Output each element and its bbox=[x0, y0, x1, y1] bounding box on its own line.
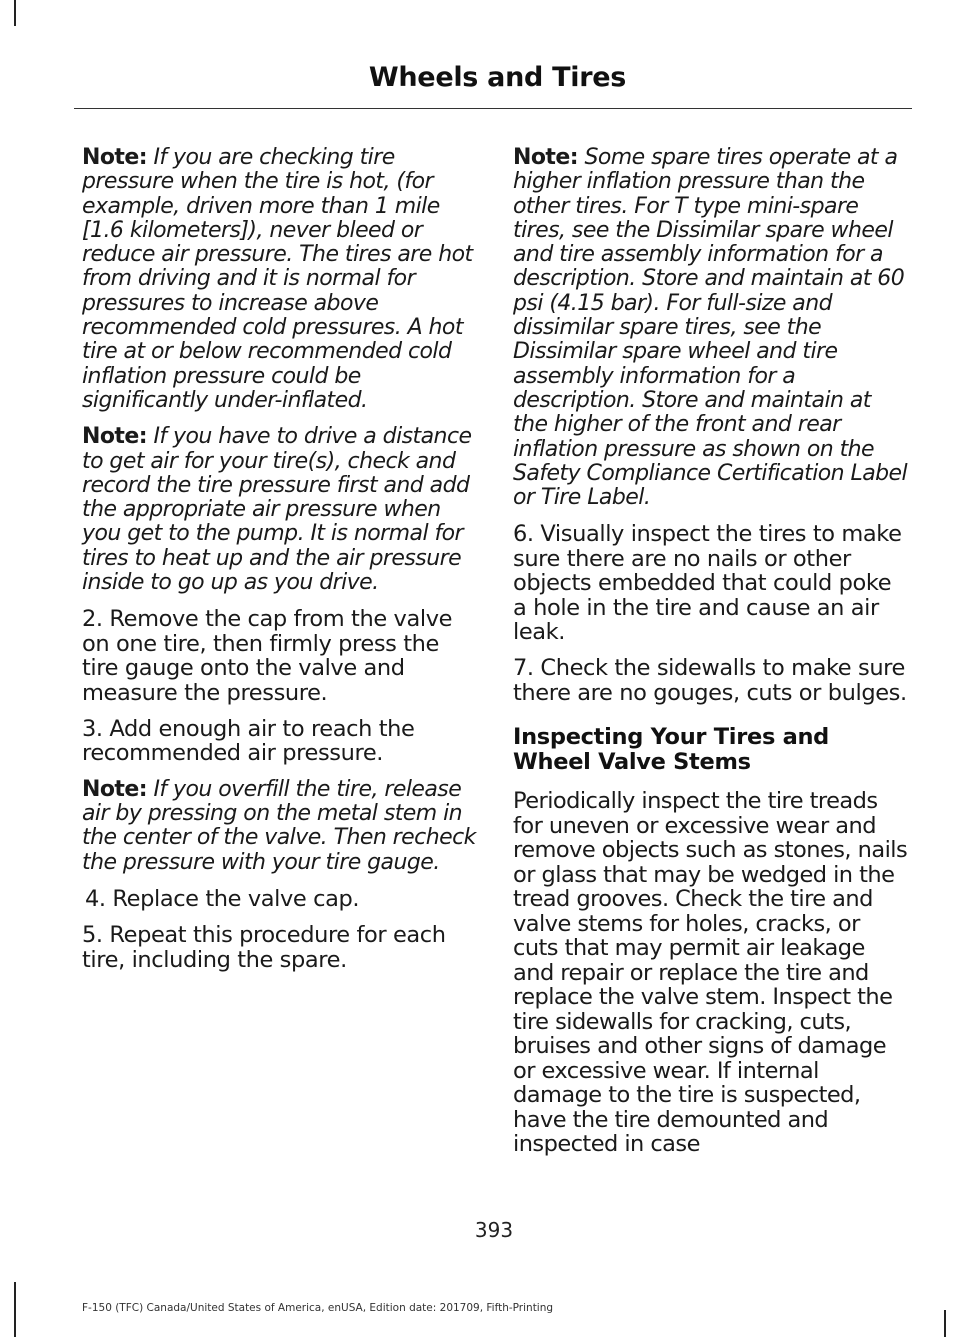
note-text: If you have to drive a distance to get air for your tire(s), check and record the tire pressure first and add the appropriate air pressure when you get to the pump. It is normal for tires to heat up and the air pressure inside to go up as you drive. bbox=[82, 424, 472, 596]
step-6: 6. Visually inspect the tires to make sure there are no nails or other objects embedded that could poke a hole in the tire and cause an air leak. bbox=[513, 521, 902, 646]
step-2: 2. Remove the cap from the valve on one tire, then firmly press the tire gauge onto the valve and measure the pressure. bbox=[82, 606, 453, 706]
crop-mark-bottom-left bbox=[14, 1282, 16, 1337]
left-column bbox=[82, 146, 478, 984]
note-paragraph bbox=[82, 778, 478, 875]
note-text: If you overfill the tire, release air by pressing on the metal stem in the center of the valve. Then recheck the pressure with your tire gauge. bbox=[82, 776, 476, 875]
note-text: If you are checking tire pressure when the tire is hot, (for example, driven more than 1 mile [1.6 kilometers]), never bleed or reduce air pressure. The tires are hot from driving and it is normal for pressures to increase above recommended cold pressures. A hot tire at or below recommended cold inflation pressure could be significantly under-inflated. bbox=[82, 145, 473, 413]
page-number: 393 bbox=[474, 1218, 514, 1242]
note-label: Note: bbox=[82, 145, 148, 170]
crop-mark-bottom-right bbox=[944, 1310, 946, 1337]
step-7: 7. Check the sidewalls to make sure there are no gouges, cuts or bulges. bbox=[513, 655, 907, 706]
crop-mark-top-left bbox=[14, 0, 16, 26]
note-paragraph bbox=[513, 146, 909, 510]
note-label: Note: bbox=[513, 145, 579, 170]
step-4: 4. Replace the valve cap. bbox=[85, 885, 360, 912]
section-title: Wheels and Tires bbox=[368, 62, 626, 93]
note-paragraph bbox=[82, 146, 478, 413]
note-label: Note: bbox=[82, 424, 148, 450]
note-paragraph bbox=[82, 425, 478, 595]
right-column bbox=[513, 146, 909, 1169]
step-5: 5. Repeat this procedure for each tire, including the spare. bbox=[82, 922, 446, 973]
step-3: 3. Add enough air to reach the recommended air pressure. bbox=[82, 715, 415, 767]
body-paragraph: Periodically inspect the tire treads for uneven or excessive wear and remove objects such as stones, nails or glass that may be wedged in the tread grooves. Check the tire and valve stems for holes, cracks, or cuts that may permit air leakage and repair or replace the tire and replace the valve stem. Inspect the tire sidewalls for cracking, cuts, bruises and other signs of damage or excessive wear. If internal damage to the tire is suspected, have the tire demounted and inspected in case bbox=[513, 788, 908, 1158]
page-header bbox=[74, 60, 912, 109]
footer-edition-info: F-150 (TFC) Canada/United States of America, enUSA, Edition date: 201709, Fifth-Printing bbox=[82, 1302, 554, 1314]
note-text: Some spare tires operate at a higher inflation pressure than the other tires. For T type mini-spare tires, see the Dissimilar spare wheel and tire assembly information for a description. Store and maintain at 60 psi (4.15 bar). For full-size and dissimilar spare tires, see the Dissimilar spare wheel and tire assembly information for a description. Store and maintain at the higher of the front and rear inflation pressure as shown on the Safety Compliance Certification Label or Tire Label. bbox=[513, 145, 908, 511]
note-label: Note: bbox=[82, 776, 148, 802]
section-heading: Inspecting Your Tires and Wheel Valve Stems bbox=[513, 724, 829, 776]
